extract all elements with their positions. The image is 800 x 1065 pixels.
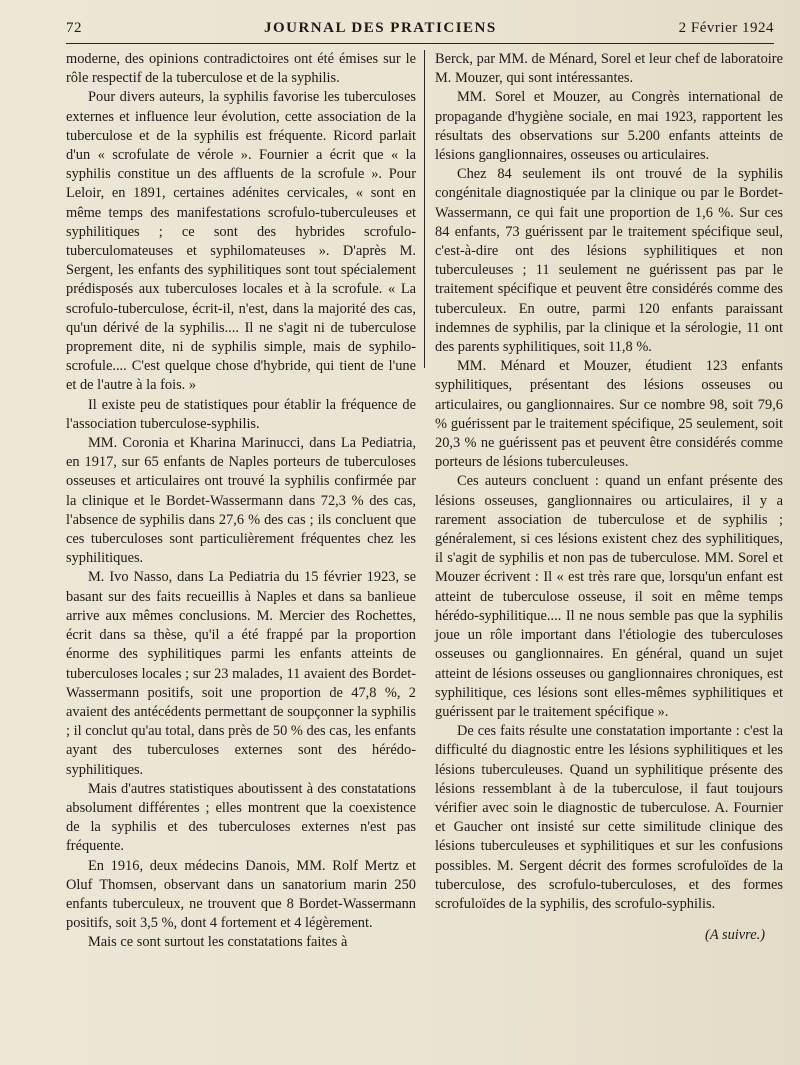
paragraph: MM. Sorel et Mouzer, au Congrès international de propagande d'hygiène sociale, en mai 1923, rapportent les résultats des observations sur 5.200 enfants atteints de lésions ganglionnaires, osseuses ou articulaires.	[435, 89, 783, 164]
paragraph: MM. Ménard et Mouzer, étudient 123 enfants syphilitiques, présentant des lésions osseuses ou articulaires, ou ganglionnaires. Sur ce nombre 98, soit 79,6 % guérissent par le traitement spécifique, 25 seulement, soit 20,3 % ne guérissent pas et peuvent être considérés comme porteurs de lésions tuberculeuses.	[435, 358, 783, 471]
paragraph: M. Ivo Nasso, dans La Pediatria du 15 février 1923, se basant sur des faits recueillis à Naples et dans sa banlieue arrive aux mêmes conclusions. M. Mercier des Rochettes, écrit dans sa thèse, qu'il a été frappé par la proportion énorme des syphilitiques parmi les enfants atteints de tuberculoses locales ; sur 23 malades, 11 avaient des Bordet-Wassermann positifs, soit une proportion de 47,8 %, 2 avaient des antécédents permettant de soupçonner la syphilis ; il conclut qu'au total, dans près de 50 % des cas, les enfants ayant des tuberculoses externes sont des hérédo-syphilitiques.	[66, 569, 416, 778]
paragraph: Mais d'autres statistiques aboutissent à des constatations absolument différentes ; elles montrent que la coexistence de la syphilis et des tuberculoses externes n'est pas fréquente.	[66, 780, 416, 855]
page-number: 72	[66, 20, 82, 36]
paragraph: Chez 84 seulement ils ont trouvé de la syphilis congénitale diagnostiquée par la clinique ou par le Bordet-Wassermann, ce qui fait une proportion de 1,6 %. Sur ces 84 enfants, 73 guérissent par le traitement spécifique seul, c'est-à-dire ont des lésions syphilitiques et non tuberculeuses ; 11 seulement ne guérissent pas par le traitement spécifique et peuvent être considérés comme des tuberculeux. En outre, parmi 120 enfants paraissant indemnes de syphilis, par la clinique et la sérologie, 11 ont des parents syphilitiques, soit 11,8 %.	[435, 166, 783, 356]
right-column	[425, 50, 783, 1030]
paragraph: Ces auteurs concluent : quand un enfant présente des lésions osseuses, ganglionnaires ou articulaires, il y a rarement association de tuberculose et de syphilis ; généralement, si ces lésions existent chez des syphilitiques, il s'agit de syphilis et non pas de tuberculose. MM. Sorel et Mouzer écrivent : Il « est très rare que, lorsqu'un enfant est atteint de tuberculose osseuse, il soit en même temps hérédo-syphilitique.... Il ne nous semble pas que la syphilis joue un rôle important dans l'étiologie des tuberculoses osseuses ou ganglionnaires. En général, quand un sujet atteint de lésions osseuses ou ganglionnaires chroniques, est syphilitique, ces lésions sont elles-mêmes syphilitiques et guérissent par le traitement spécifique ».	[435, 473, 783, 720]
article-columns	[66, 50, 783, 1030]
paragraph: Mais ce sont surtout les constatations faites à	[88, 934, 348, 951]
paragraph: De ces faits résulte une constatation importante : c'est la difficulté du diagnostic entre les lésions syphilitiques et les lésions tuberculeuses. Quand un syphilitique présente des lésions ressemblant à de la tuberculose, il faut toujours vérifier avec soin le diagnostic de tuberculose. A. Fournier et Gaucher ont insisté sur cette similitude clinique des lésions tuberculeuses et syphilitiques et sur les confusions possibles. M. Sergent décrit des formes scrofuloïdes de la tuberculose, des scrofulo-tuberculoses, et des formes scrofuloïdes de la syphilis, des scrofulo-syphilis.	[435, 723, 783, 912]
paragraph: Il existe peu de statistiques pour établir la fréquence de l'association tuberculose-syphilis.	[66, 396, 416, 432]
paragraph: Berck, par MM. de Ménard, Sorel et leur chef de laboratoire M. Mouzer, qui sont intéressantes.	[435, 51, 783, 87]
to-be-continued: (A suivre.)	[705, 927, 765, 944]
issue-date: 2 Février 1924	[678, 20, 774, 36]
paragraph: moderne, des opinions contradictoires ont été émises sur le rôle respectif de la tuberculose et de la syphilis.	[66, 51, 416, 87]
paragraph: Pour divers auteurs, la syphilis favorise les tuberculoses externes et influence leur évolution, cette association de la tuberculose et de la syphilis est fréquente. Ricord parlait d'un « scrofulate de vérole ». Fournier a écrit que « la syphilis constitue un des affluents de la scrofule ». Pour Leloir, en 1891, certaines adénites cervicales, « sont en même temps des manifestations scrofulo-tuberculeuses et syphilitiques ; ce sont des hybrides scrofulo-tuberculomateuses et syphilomateuses ». D'après M. Sergent, les enfants des syphilitiques sont tout spécialement prédisposés aux tuberculoses locales et à la scrofule. « La scrofulo-tuberculose, écrit-il, n'est, dans la majorité des cas, qu'un dérivé de la syphilis.... Il ne s'agit ni de tuberculose proprement dite, ni de syphilis simple, mais de syphilo-scrofule.... C'est quelque chose d'hybride, qui tient de l'une et de l'autre à la fois. »	[66, 89, 416, 394]
journal-title: JOURNAL DES PRATICIENS	[263, 20, 497, 36]
paragraph: En 1916, deux médecins Danois, MM. Rolf Mertz et Oluf Thomsen, observant dans un sanatorium marin 250 enfants tuberculeux, ne trouvent que 8 Bordet-Wassermann positifs, soit 3,5 %, dont 4 fortement et 4 légèrement.	[66, 857, 416, 932]
left-column	[66, 50, 424, 1030]
paragraph: MM. Coronia et Kharina Marinucci, dans La Pediatria, en 1917, sur 65 enfants de Naples porteurs de tuberculoses osseuses et articulaires ont trouvé la syphilis confirmée par la clinique et le Bordet-Wassermann dans 72,3 % des cas, l'absence de syphilis dans 27,6 % des cas ; ils concluent que ces tuberculoses sont particulièrement fréquentes chez les syphilitiques.	[66, 435, 416, 567]
running-header	[66, 20, 774, 44]
